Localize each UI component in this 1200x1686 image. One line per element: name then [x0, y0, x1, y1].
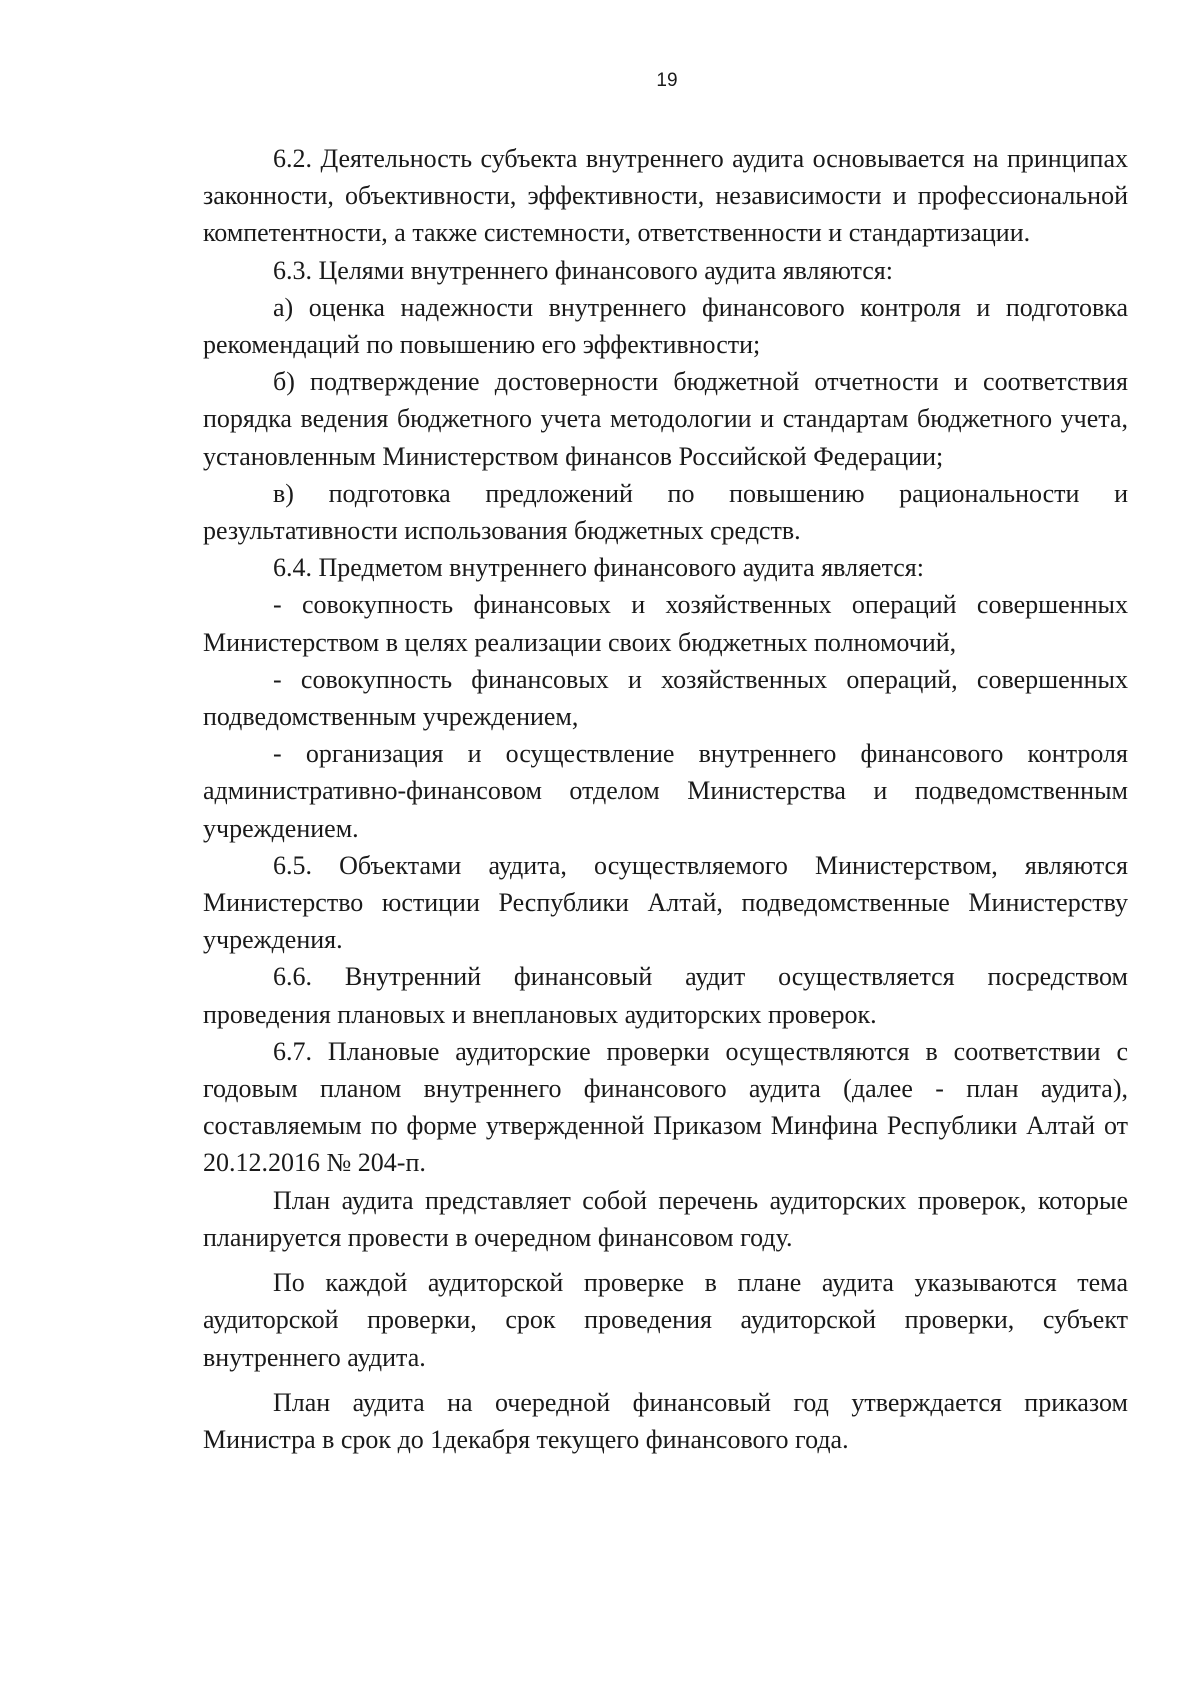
paragraph-plan-approval: План аудита на очередной финансовый год утверждается приказом Министра в срок до 1декабря текущего финансового года. [203, 1387, 1128, 1454]
paragraph-audit-plan: План аудита представляет собой перечень аудиторских проверок, которые планируется провести в очередном финансовом году. [203, 1185, 1128, 1252]
paragraph-audit-details: По каждой аудиторской проверке в плане аудита указываются тема аудиторской проверки, срок проведения аудиторской проверки, субъект внутреннего аудита. [203, 1268, 1128, 1372]
paragraph-6-4: 6.4. Предметом внутреннего финансового аудита является: [273, 553, 924, 583]
list-item-b: б) подтверждение достоверности бюджетной отчетности и соответствия порядка ведения бюджетного учета методологии и стандартам бюджетного учета, установленным Министерством финансов Российской Федерации; [203, 367, 1128, 471]
list-item-a: а) оценка надежности внутреннего финансового контроля и подготовка рекомендаций по повышению его эффективности; [203, 292, 1128, 360]
paragraph-6-7: 6.7. Плановые аудиторские проверки осуществляются в соответствии с годовым планом внутреннего финансового аудита (далее - план аудита), составляемым по форме утвержденной Приказом Минфина Республики Алтай от 20.12.2016 № 204-п. [203, 1036, 1128, 1178]
subject-item-2: - совокупность финансовых и хозяйственных операций, совершенных подведомственным учреждением, [203, 664, 1128, 732]
paragraph-6-5: 6.5. Объектами аудита, осуществляемого Министерством, являются Министерство юстиции Республики Алтай, подведомственные Министерству учреждения. [203, 850, 1128, 955]
paragraph-6-6: 6.6. Внутренний финансовый аудит осуществляется посредством проведения плановых и внеплановых аудиторских проверок. [203, 962, 1128, 1029]
paragraph-6-3: 6.3. Целями внутреннего финансового аудита являются: [273, 255, 893, 285]
paragraph-6-2: 6.2. Деятельность субъекта внутреннего аудита основывается на принципах законности, объективности, эффективности, независимости и профессиональной компетентности, а также системности, ответственности и стандартизации. [203, 144, 1128, 248]
subject-item-3: - организация и осуществление внутреннего финансового контроля административно-финансовом отделом Министерства и подведомственным учреждением. [203, 739, 1128, 843]
list-item-v: в) подготовка предложений по повышению рациональности и результативности использования бюджетных средств. [203, 478, 1128, 546]
page-number: 19 [656, 70, 678, 91]
document-body [203, 140, 1128, 1458]
subject-item-1: - совокупность финансовых и хозяйственных операций совершенных Министерством в целях реализации своих бюджетных полномочий, [203, 590, 1128, 657]
